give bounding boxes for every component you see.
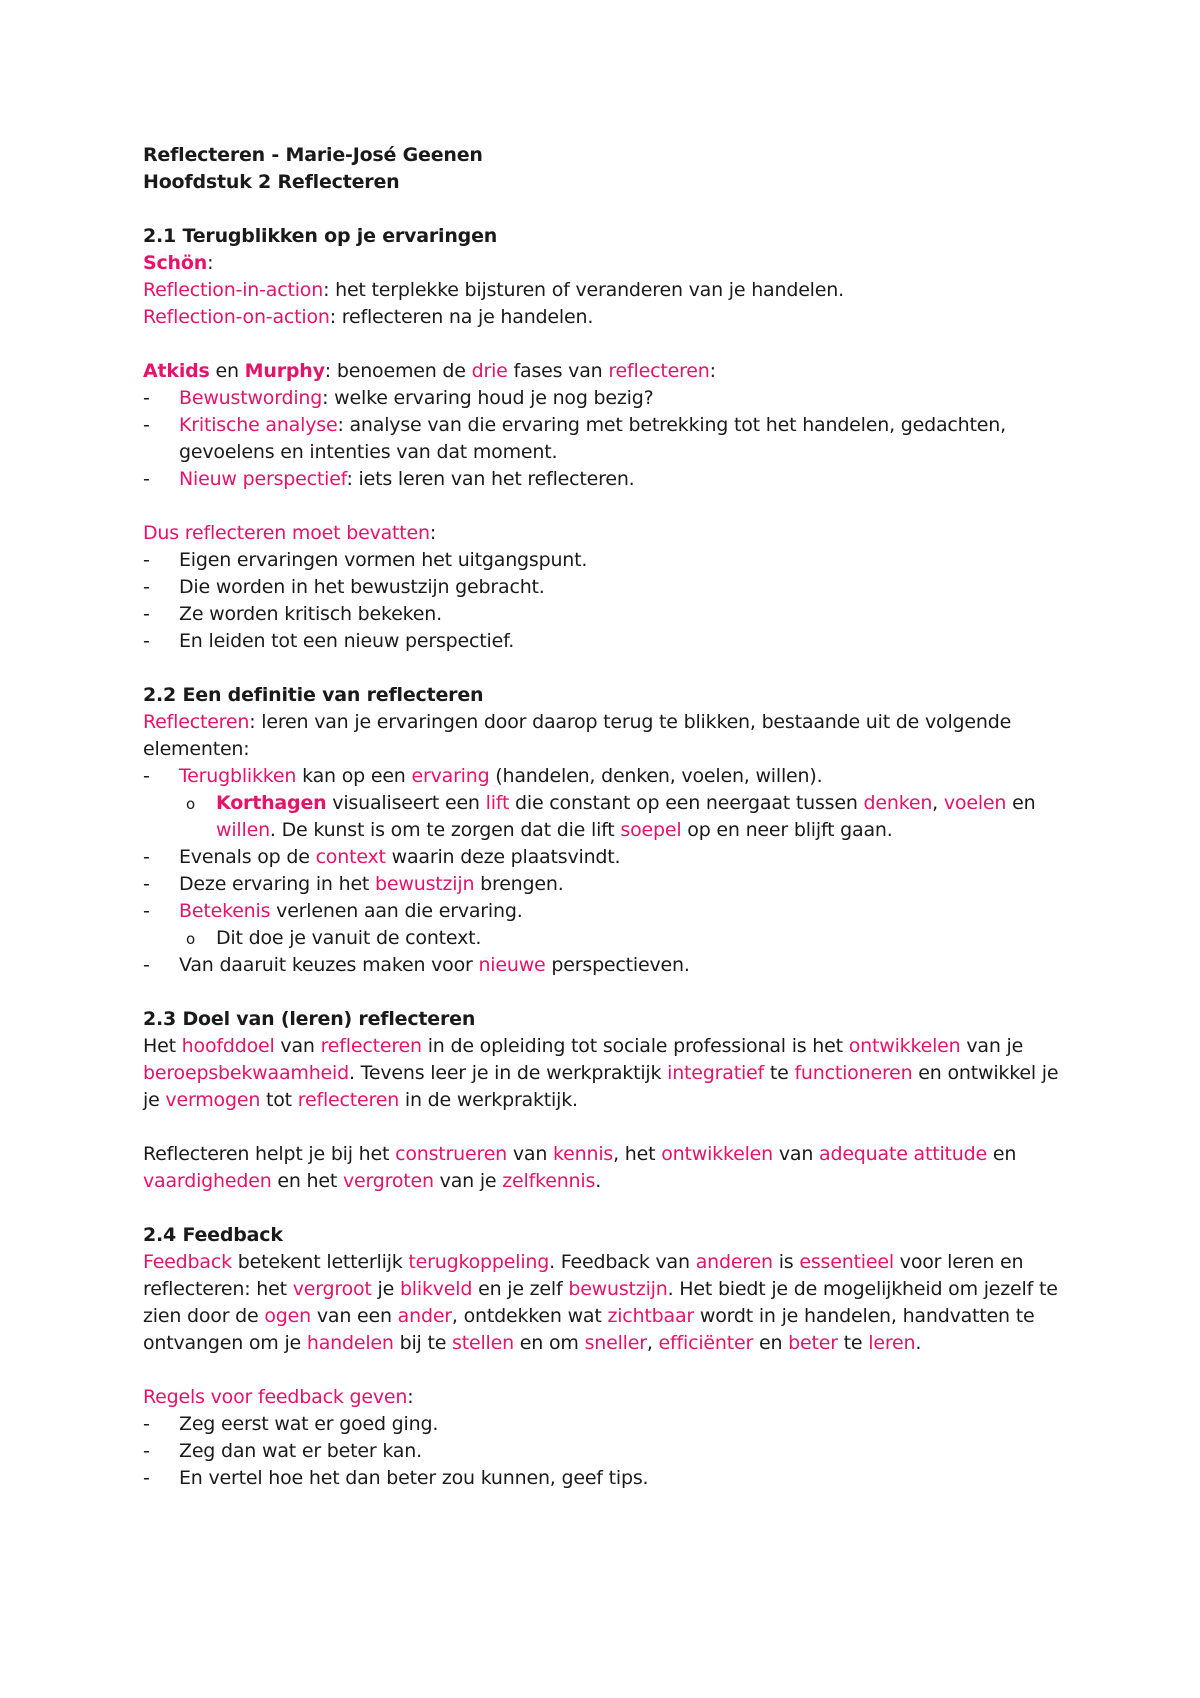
sub-list-item: o Dit doe je vanuit de context.: [143, 925, 1080, 952]
regels-line: Regels voor feedback geven:: [143, 1386, 414, 1408]
sub-list-item: o Korthagen visualiseert een lift die constant op een neergaat tussen denken, voelen en willen. De kunst is om te zorgen dat die lift soepel op en neer blijft gaan.: [186, 792, 1036, 841]
list-item: - Betekenis verlenen aan die ervaring.: [143, 900, 523, 922]
paragraph: Reflecteren helpt je bij het construeren van kennis, het ontwikkelen van adequate attitude en vaardigheden en het vergroten van je zelfkennis.: [143, 1143, 1017, 1192]
list-item: - Ze worden kritisch bekeken.: [143, 603, 442, 625]
atkids-murphy-line: Atkids en Murphy: benoemen de drie fases van reflecteren:: [143, 360, 716, 382]
list-item: - Zeg eerst wat er goed ging.: [143, 1413, 439, 1435]
section-heading-2-1: 2.1 Terugblikken op je ervaringen: [143, 225, 498, 247]
list-item: - Van daaruit keuzes maken voor nieuwe perspectieven.: [143, 954, 690, 976]
list-item: - Die worden in het bewustzijn gebracht.: [143, 576, 545, 598]
list-item: - Deze ervaring in het bewustzijn brengen.: [143, 873, 564, 895]
definition-paragraph: Reflecteren: leren van je ervaringen door daarop terug te blikken, bestaande uit de volgende elementen:: [143, 711, 1012, 760]
list-item: - Kritische analyse: analyse van die ervaring met betrekking tot het handelen, gedachten, gevoelens en intenties van dat moment.: [143, 414, 1006, 463]
dus-line: Dus reflecteren moet bevatten:: [143, 522, 437, 544]
list-item: - En leiden tot een nieuw perspectief.: [143, 630, 515, 652]
list-item: - Nieuw perspectief: iets leren van het reflecteren.: [143, 468, 635, 490]
list-item: - Eigen ervaringen vormen het uitgangspunt.: [143, 549, 588, 571]
section-heading-2-2: 2.2 Een definitie van reflecteren: [143, 684, 484, 706]
section-heading-2-4: 2.4 Feedback: [143, 1224, 283, 1246]
list-item: - En vertel hoe het dan beter zou kunnen, geef tips.: [143, 1467, 649, 1489]
spacer: [143, 196, 1080, 223]
list-item: - Evenals op de context waarin deze plaatsvindt.: [143, 846, 621, 868]
circle-bullet-icon: o: [186, 795, 195, 813]
circle-bullet-icon: o: [186, 930, 195, 948]
chapter-title: Hoofdstuk 2 Reflecteren: [143, 171, 400, 193]
reflection-in-action-line: Reflection-in-action: het terplekke bijsturen of veranderen van je handelen.: [143, 279, 844, 301]
schon-line: Schön:: [143, 252, 214, 274]
list-item: - Terugblikken kan op een ervaring (handelen, denken, voelen, willen).: [143, 765, 823, 787]
term-schon: Schön: [143, 252, 208, 274]
list-item: - Bewustwording: welke ervaring houd je nog bezig?: [143, 387, 654, 409]
reflection-on-action-line: Reflection-on-action: reflecteren na je handelen.: [143, 306, 594, 328]
paragraph: Feedback betekent letterlijk terugkoppeling. Feedback van anderen is essentieel voor leren en reflecteren: het vergroot je blikveld en je zelf bewustzijn. Het biedt je de mogelijkheid om jezelf te zien door de ogen van een ander, ontdekken wat zichtbaar wordt in je handelen, handvatten te ontvangen om je handelen bij te stellen en om sneller, efficiënter en beter te leren.: [143, 1251, 1058, 1354]
document-title: Reflecteren - Marie-José Geenen: [143, 144, 483, 166]
section-heading-2-3: 2.3 Doel van (leren) reflecteren: [143, 1008, 476, 1030]
paragraph: Het hoofddoel van reflecteren in de opleiding tot sociale professional is het ontwikkelen van je beroepsbekwaamheid. Tevens leer je in de werkpraktijk integratief te functioneren en ontwikkel je je vermogen tot reflecteren in de werkpraktijk.: [143, 1035, 1059, 1111]
list-item: - Zeg dan wat er beter kan.: [143, 1440, 422, 1462]
